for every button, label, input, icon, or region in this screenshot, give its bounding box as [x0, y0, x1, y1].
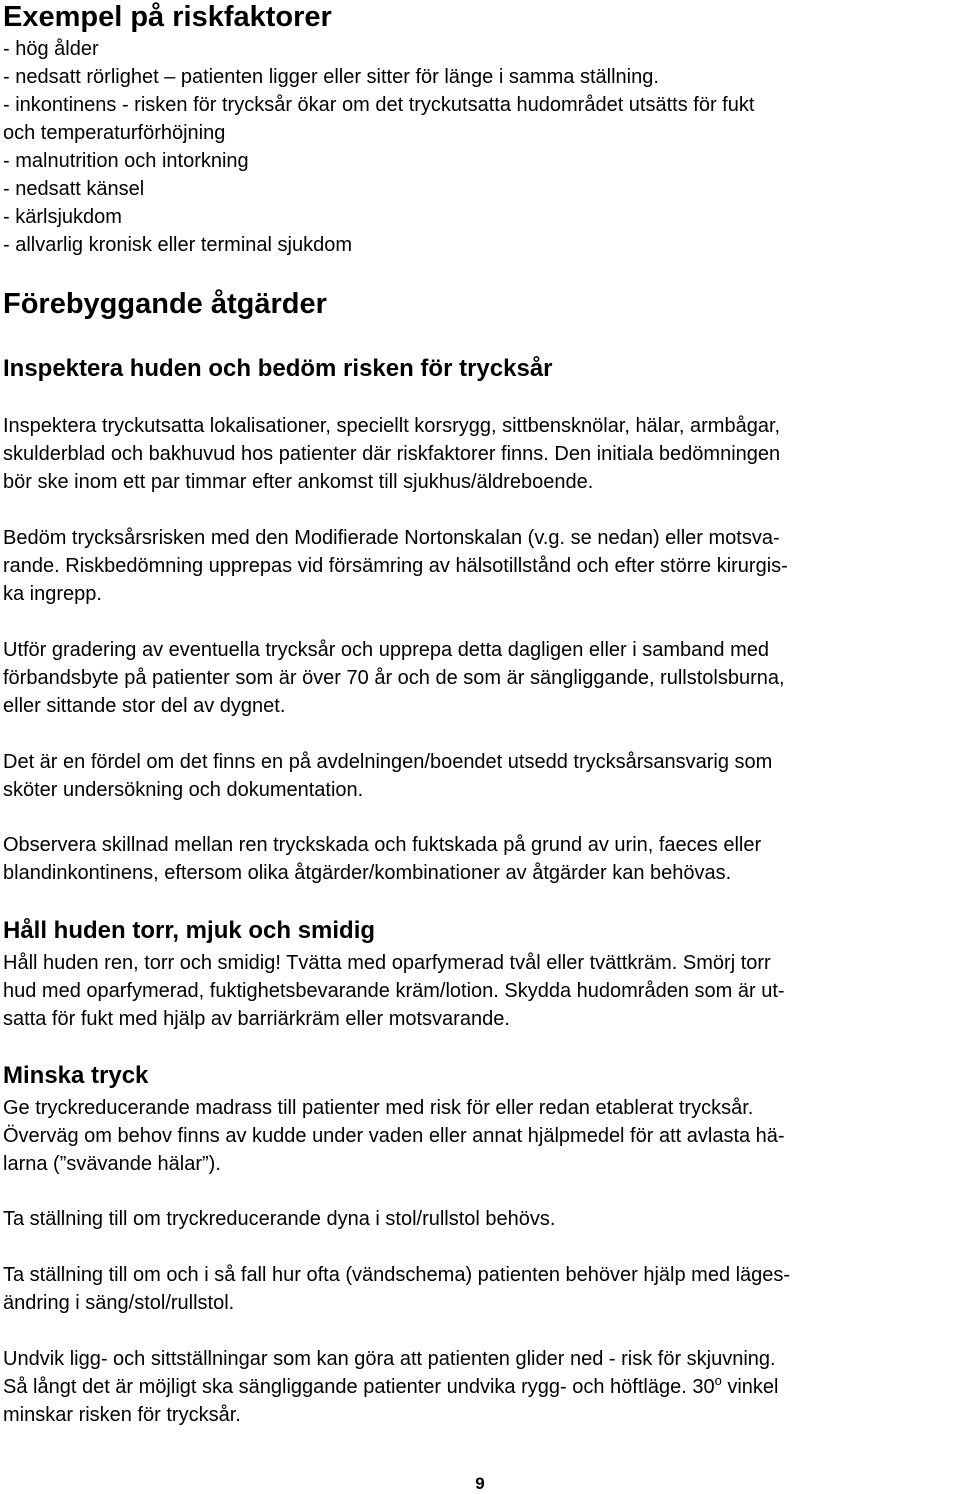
paragraph-line: larna (”svävande hälar”). — [3, 1153, 221, 1175]
page-number: 9 — [475, 1474, 485, 1493]
paragraph-line: blandinkontinens, eftersom olika åtgärder/kombinationer av åtgärder kan behövas. — [3, 862, 732, 884]
risk-factor-item: - nedsatt rörlighet – patienten ligger eller sitter för länge i samma ställning. — [3, 66, 659, 88]
paragraph-line: bör ske inom ett par timmar efter ankomst till sjukhus/äldreboende. — [3, 471, 594, 493]
paragraph-line: minskar risken för trycksår. — [3, 1404, 241, 1426]
paragraph-line: Utför gradering av eventuella trycksår och upprepa detta dagligen eller i samband med — [3, 639, 769, 661]
subsection-heading-hall-huden: Håll huden torr, mjuk och smidig — [3, 917, 376, 944]
paragraph-line: eller sittande stor del av dygnet. — [3, 695, 286, 717]
paragraph-line: Ta ställning till om tryckreducerande dyna i stol/rullstol behövs. — [3, 1208, 556, 1230]
paragraph-line: Ta ställning till om och i så fall hur ofta (vändschema) patienten behöver hjälp med läges- — [3, 1264, 791, 1286]
risk-factor-item: - inkontinens - risken för trycksår ökar om det tryckutsatta hudområdet utsätts för fukt — [3, 94, 755, 116]
risk-factor-item: - hög ålder — [3, 38, 99, 60]
section-heading-forebyggande: Förebyggande åtgärder — [3, 288, 327, 320]
paragraph-text: vinkel — [721, 1376, 779, 1398]
paragraph-line: skulderblad och bakhuvud hos patienter där riskfaktorer finns. Den initiala bedömningen — [3, 443, 781, 465]
paragraph-line: Undvik ligg- och sittställningar som kan göra att patienten glider ned - risk för skjuvning. — [3, 1348, 776, 1370]
paragraph-line: Inspektera tryckutsatta lokalisationer, speciellt korsrygg, sittbensknölar, hälar, armbågar, — [3, 415, 781, 437]
paragraph-line: ändring i säng/stol/rullstol. — [3, 1292, 235, 1314]
section-heading-riskfaktorer: Exempel på riskfaktorer — [3, 1, 332, 33]
paragraph-line: ka ingrepp. — [3, 583, 102, 605]
paragraph-line: hud med oparfymerad, fuktighetsbevarande kräm/lotion. Skydda hudområden som är ut- — [3, 980, 785, 1002]
risk-factor-item: - malnutrition och intorkning — [3, 150, 249, 172]
subsection-heading-minska-tryck: Minska tryck — [3, 1062, 149, 1089]
paragraph-line: Håll huden ren, torr och smidig! Tvätta med oparfymerad tvål eller tvättkräm. Smörj torr — [3, 952, 771, 974]
risk-factor-item: - kärlsjukdom — [3, 206, 122, 228]
risk-factor-item: - allvarlig kronisk eller terminal sjukdom — [3, 234, 352, 256]
paragraph-line-with-superscript — [3, 1373, 779, 1401]
paragraph-line: Det är en fördel om det finns en på avdelningen/boendet utsedd trycksårsansvarig som — [3, 751, 773, 773]
degree-superscript: o — [714, 1373, 722, 1388]
paragraph-line: satta för fukt med hjälp av barriärkräm eller motsvarande. — [3, 1008, 510, 1030]
paragraph-line: sköter undersökning och dokumentation. — [3, 779, 364, 801]
risk-factor-item-continuation: och temperaturförhöjning — [3, 122, 226, 144]
subsection-heading-inspektera: Inspektera huden och bedöm risken för trycksår — [3, 355, 553, 382]
paragraph-line: Observera skillnad mellan ren tryckskada och fuktskada på grund av urin, faeces eller — [3, 834, 762, 856]
paragraph-line: förbandsbyte på patienter som är över 70 år och de som är sängliggande, rullstolsburna, — [3, 667, 785, 689]
paragraph-text: Så långt det är möjligt ska sängliggande patienter undvika rygg- och höftläge. 30 — [3, 1376, 715, 1398]
paragraph-line: Ge tryckreducerande madrass till patienter med risk för eller redan etablerat trycksår. — [3, 1097, 754, 1119]
paragraph-line: Överväg om behov finns av kudde under vaden eller annat hjälpmedel för att avlasta hä- — [3, 1125, 785, 1147]
risk-factor-item: - nedsatt känsel — [3, 178, 145, 200]
paragraph-line: Bedöm trycksårsrisken med den Modifierade Nortonskalan (v.g. se nedan) eller motsva- — [3, 527, 780, 549]
paragraph-line: rande. Riskbedömning upprepas vid försämring av hälsotillstånd och efter större kirurgis- — [3, 555, 788, 577]
